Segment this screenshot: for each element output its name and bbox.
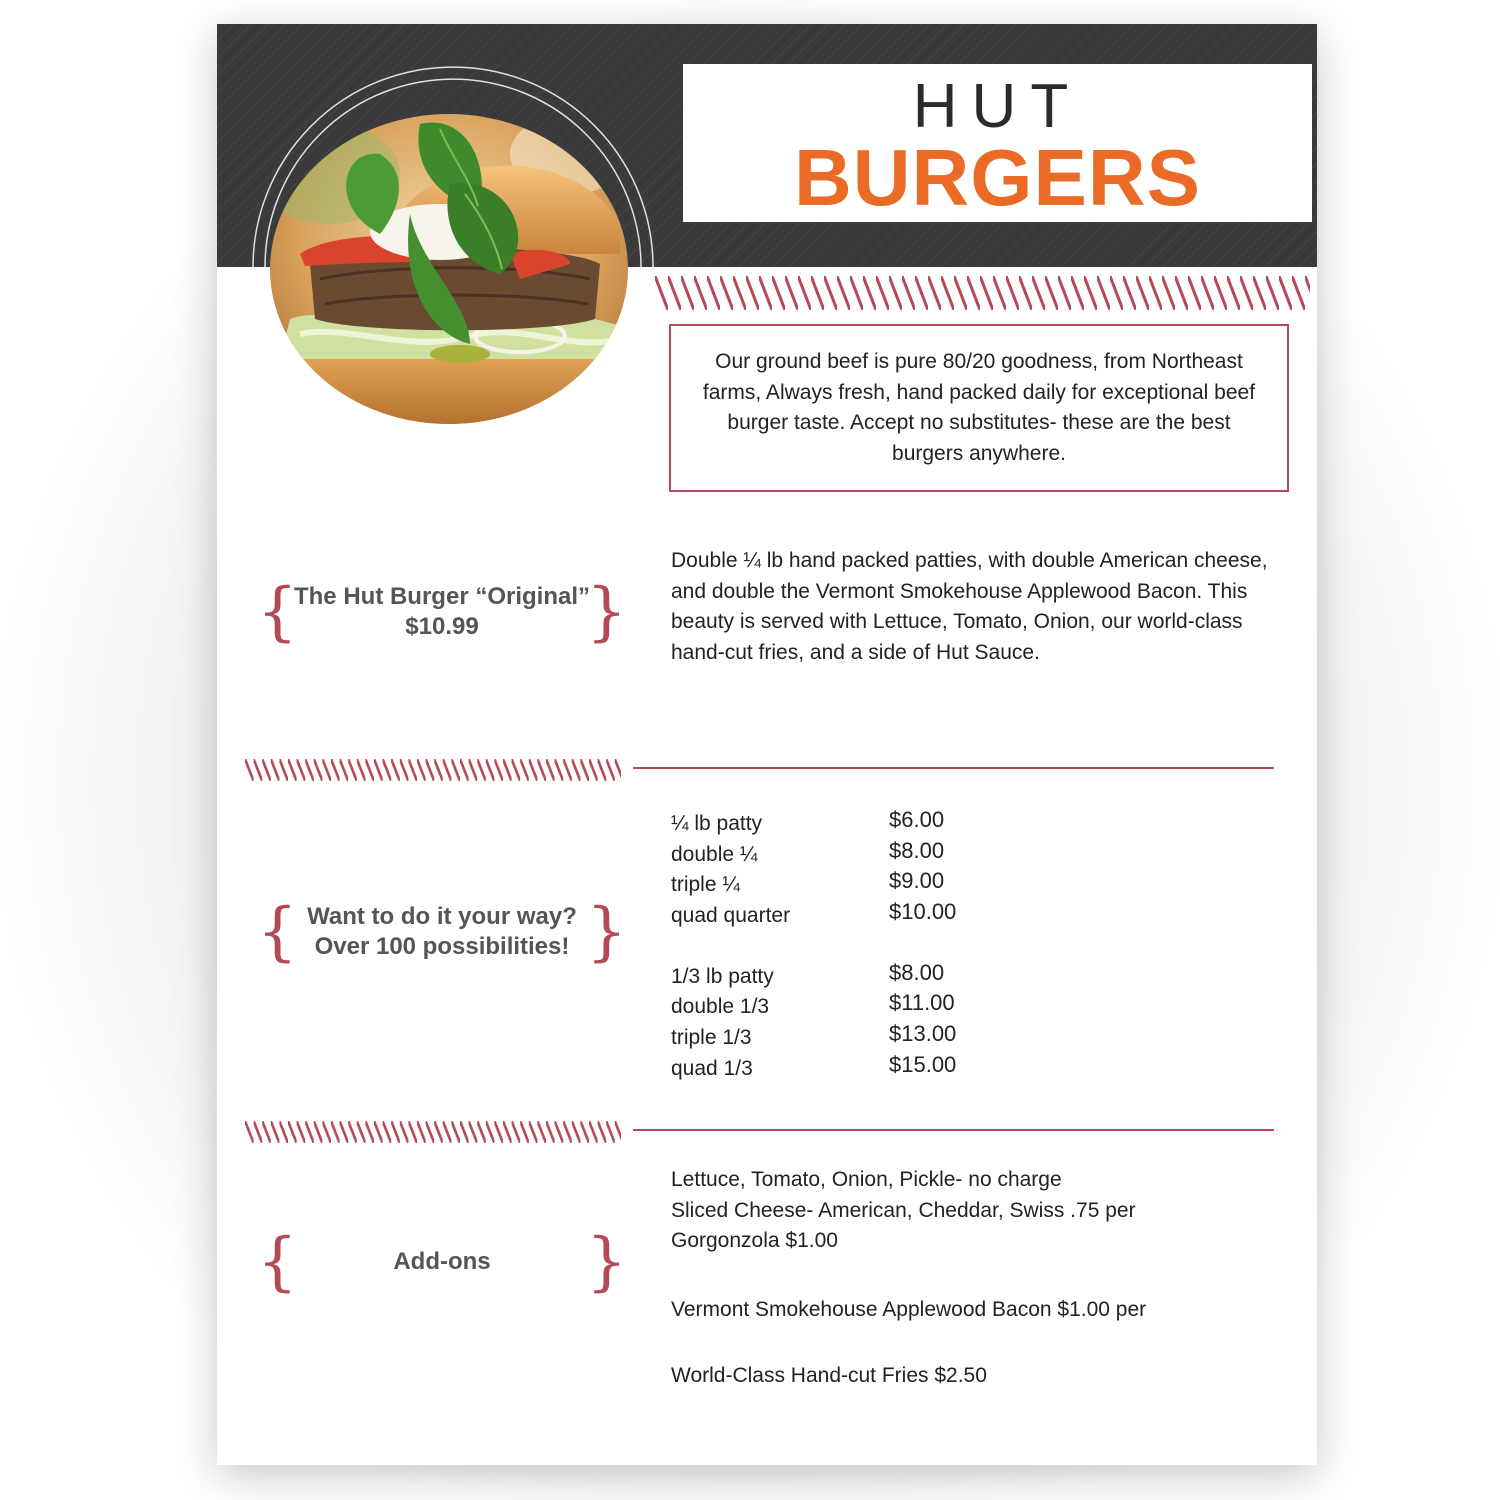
price-item: ¼ lb patty — [671, 812, 763, 835]
intro-text: Our ground beef is pure 80/20 goodness, from Northeast farms, Always fresh, hand packed daily for exceptional beef burger taste. Accept no substitutes- these are the best burgers anywhere. — [702, 350, 1256, 465]
addons-label-block — [257, 1226, 627, 1298]
price-row — [671, 899, 1031, 934]
addon-line: Gorgonzola $1.00 — [671, 1229, 838, 1252]
price-value: $9.00 — [889, 868, 945, 893]
price-row — [671, 1021, 1031, 1056]
menu-page — [217, 24, 1317, 1465]
addon-line: Vermont Smokehouse Applewood Bacon $1.00 per — [671, 1298, 1147, 1321]
right-brace: } — [586, 575, 627, 649]
price-row — [671, 838, 1031, 873]
original-description: Double ¼ lb hand packed patties, with double American cheese, and double the Vermont Smokehouse Applewood Bacon. This beauty is served with Lettuce, Tomato, Onion, our world-class hand-cut fries, and a side of Hut Sauce. — [671, 549, 1268, 664]
title-box — [683, 64, 1312, 222]
price-row — [671, 1052, 1031, 1087]
left-brace: { — [257, 1225, 298, 1299]
price-value: $13.00 — [889, 1021, 957, 1046]
original-label — [294, 582, 590, 642]
your-way-line2: Over 100 possibilities! — [314, 933, 570, 960]
price-value: $6.00 — [889, 807, 945, 832]
left-brace: { — [257, 575, 298, 649]
your-way-label-block — [257, 896, 627, 968]
original-label-block — [257, 576, 627, 648]
hatch-divider-top — [655, 276, 1310, 310]
addon-line: Lettuce, Tomato, Onion, Pickle- no charge — [671, 1168, 1062, 1191]
addons-label: Add-ons — [393, 1248, 491, 1275]
price-row — [671, 960, 1031, 995]
right-brace: } — [586, 1225, 627, 1299]
price-value: $15.00 — [889, 1052, 957, 1077]
hatch-divider-1 — [245, 759, 621, 781]
your-way-label — [307, 902, 577, 962]
original-name: The Hut Burger “Original” — [293, 583, 590, 610]
your-way-line1: Want to do it your way? — [307, 903, 577, 930]
price-item: double ¼ — [671, 843, 758, 866]
title-burgers: BURGERS — [793, 133, 1202, 222]
price-row — [671, 807, 1031, 842]
price-value: $10.00 — [889, 899, 957, 924]
divider-rule-1 — [633, 767, 1274, 769]
price-row — [671, 868, 1031, 903]
price-item: double 1/3 — [671, 995, 770, 1018]
burger-illustration — [270, 114, 628, 424]
price-item: quad 1/3 — [671, 1057, 753, 1080]
left-brace: { — [257, 895, 298, 969]
price-row — [671, 990, 1031, 1025]
right-brace: } — [586, 895, 627, 969]
price-value: $11.00 — [889, 990, 955, 1015]
price-value: $8.00 — [889, 960, 945, 985]
original-price: $10.99 — [405, 613, 479, 640]
price-item: triple 1/3 — [671, 1026, 752, 1049]
addon-line: World-Class Hand-cut Fries $2.50 — [671, 1364, 987, 1387]
price-item: triple ¼ — [671, 873, 740, 896]
addon-line: Sliced Cheese- American, Cheddar, Swiss .75 per — [671, 1199, 1136, 1222]
price-item: 1/3 lb patty — [671, 965, 774, 988]
title-hut: HUT — [912, 72, 1083, 141]
divider-rule-2 — [633, 1129, 1274, 1131]
hatch-divider-2 — [245, 1121, 621, 1143]
price-item: quad quarter — [671, 904, 791, 927]
intro-box — [669, 324, 1289, 492]
price-value: $8.00 — [889, 838, 945, 863]
burger-photo — [270, 114, 628, 424]
